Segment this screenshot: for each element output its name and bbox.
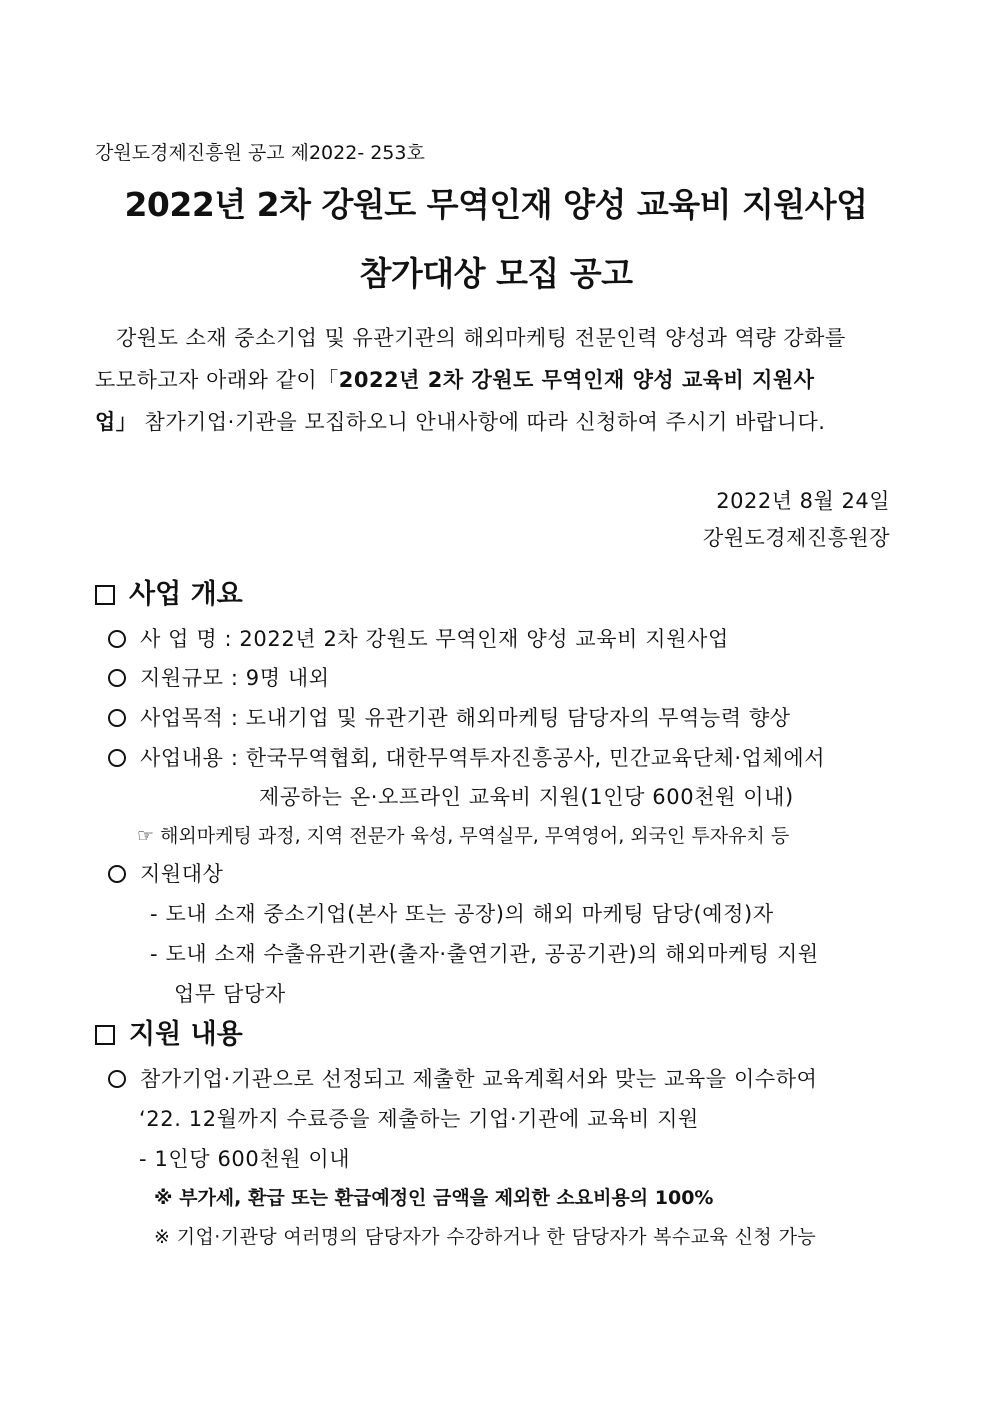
target-label: 지원대상 (140, 862, 224, 886)
intro-line-2 (95, 367, 815, 393)
support-item-line-2: ‘22. 12월까지 수료증을 제출하는 기업·기관에 교육비 지원 (139, 1107, 699, 1131)
intro-line-3 (95, 409, 825, 435)
circle-bullet-icon (108, 669, 126, 687)
intro-business-name: 2022년 2차 강원도 무역인재 양성 교육비 지원사 (338, 368, 815, 392)
document-title: 2022년 2차 강원도 무역인재 양성 교육비 지원사업 (124, 185, 868, 224)
support-item-line-1: 참가기업·기관으로 선정되고 제출한 교육계획서와 맞는 교육을 이수하여 (140, 1067, 818, 1091)
circle-bullet-icon (108, 1070, 126, 1088)
support-item (108, 1066, 818, 1092)
support-scale-text: 지원규모 : 9명 내외 (140, 666, 330, 690)
section-overview-heading (95, 578, 243, 612)
circle-bullet-icon (108, 630, 126, 648)
issuer: 강원도경제진흥원장 (702, 526, 890, 550)
circle-bullet-icon (108, 749, 126, 767)
circle-bullet-icon (108, 709, 126, 727)
checkbox-square-icon (95, 1025, 115, 1045)
checkbox-square-icon (95, 585, 115, 605)
target-item-1: - 도내 소재 중소기업(본사 또는 공장)의 해외 마케팅 담당(예정)자 (150, 902, 774, 926)
support-limit: - 1인당 600천원 이내 (139, 1147, 351, 1171)
intro-line-1: 강원도 소재 중소기업 및 유관기관의 해외마케팅 전문인력 양성과 역량 강화를 (116, 326, 846, 350)
purpose-text: 사업목적 : 도내기업 및 유관기관 해외마케팅 담당자의 무역능력 향상 (140, 706, 791, 730)
content-text-line-2: 제공하는 온·오프라인 교육비 지원(1인당 600천원 이내) (259, 785, 794, 809)
circle-bullet-icon (108, 865, 126, 883)
intro-line-2-prefix: 도모하고자 아래와 같이「 (95, 368, 339, 392)
notice-number: 강원도경제진흥원 공고 제2022- 253호 (95, 142, 425, 164)
intro-business-name-end: 업」 (95, 410, 138, 434)
overview-target (108, 861, 224, 887)
section-overview-title: 사업 개요 (129, 579, 243, 610)
intro-line-3-rest: 참가기업·기관을 모집하오니 안내사항에 따라 신청하여 주시기 바랍니다. (137, 410, 826, 434)
content-text-line-1: 사업내용 : 한국무역협회, 대한무역투자진흥공사, 민간교육단체·업체에서 (140, 746, 826, 770)
overview-support-scale (108, 665, 330, 691)
support-note-1: ※ 부가세, 환급 또는 환급예정인 금액을 제외한 소요비용의 100% (154, 1187, 714, 1209)
content-examples: ☞ 해외마케팅 과정, 지역 전문가 육성, 무역실무, 무역영어, 외국인 투자유치 등 (137, 825, 790, 847)
support-note-2: ※ 기업·기관당 여러명의 담당자가 수강하거나 한 담당자가 복수교육 신청 가능 (154, 1226, 817, 1248)
notice-date: 2022년 8월 24일 (716, 489, 890, 513)
overview-business-name (108, 626, 729, 652)
section-support-heading (95, 1018, 243, 1052)
target-item-2-line-1: - 도내 소재 수출유관기관(출자·출연기관, 공공기관)의 해외마케팅 지원 (150, 942, 819, 966)
overview-content (108, 745, 825, 771)
document-subtitle: 참가대상 모집 공고 (359, 254, 633, 293)
section-support-title: 지원 내용 (129, 1019, 243, 1050)
overview-purpose (108, 705, 791, 731)
business-name-text: 사 업 명 : 2022년 2차 강원도 무역인재 양성 교육비 지원사업 (140, 627, 729, 651)
target-item-2-line-2: 업무 담당자 (174, 982, 286, 1006)
